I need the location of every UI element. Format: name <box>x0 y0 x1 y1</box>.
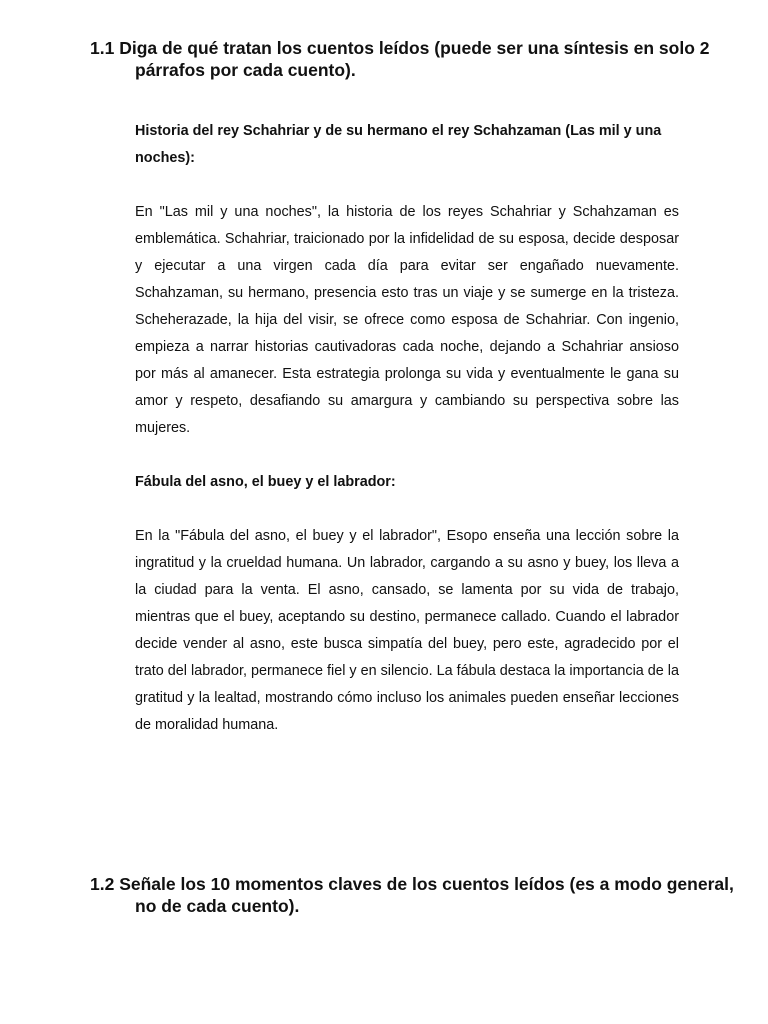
story-2-summary: En la "Fábula del asno, el buey y el labrador", Esopo enseña una lección sobre la ingratitud y la crueldad humana. Un labrador, cargando a su asno y buey, los lleva a la ciudad para la venta. El asno, cansado, se lamenta por su vida de trabajo, mientras que el buey, aceptando su destino, permanece callado. Cuando el labrador decide vender al asno, este busca simpatía del buey, pero este, agradecido por el trato del labrador, permanece fiel y en silencio. La fábula destaca la importancia de la gratitud y la lealtad, mostrando cómo incluso los animales pueden enseñar lecciones de moralidad humana. <box>135 528 679 733</box>
question-1-1-heading: 1.1 Diga de qué tratan los cuentos leídos (puede ser una síntesis en solo 2 párrafos por cada cuento). <box>90 38 710 80</box>
story-1-summary: En "Las mil y una noches", la historia de los reyes Schahriar y Schahzaman es emblemática. Schahriar, traicionado por la infidelidad de su esposa, decide desposar y ejecutar a una virgen cada día para evitar ser engañado nuevamente. Schahzaman, su hermano, presencia esto tras un viaje y se sumerge en la tristeza. Scheherazade, la hija del visir, se ofrece como esposa de Schahriar. Con ingenio, empieza a narrar historias cautivadoras cada noche, dejando a Schahriar ansioso por más al amanecer. Esta estrategia prolonga su vida y eventualmente le gana su amor y respeto, desafiando su amargura y cambiando su perspectiva sobre las mujeres. <box>135 204 679 436</box>
story-1-title: Historia del rey Schahriar y de su hermano el rey Schahzaman (Las mil y una noches): <box>135 123 662 166</box>
question-1-2-heading: 1.2 Señale los 10 momentos claves de los cuentos leídos (es a modo general, no de cada cuento). <box>90 874 734 916</box>
story-2-title: Fábula del asno, el buey y el labrador: <box>135 474 396 490</box>
